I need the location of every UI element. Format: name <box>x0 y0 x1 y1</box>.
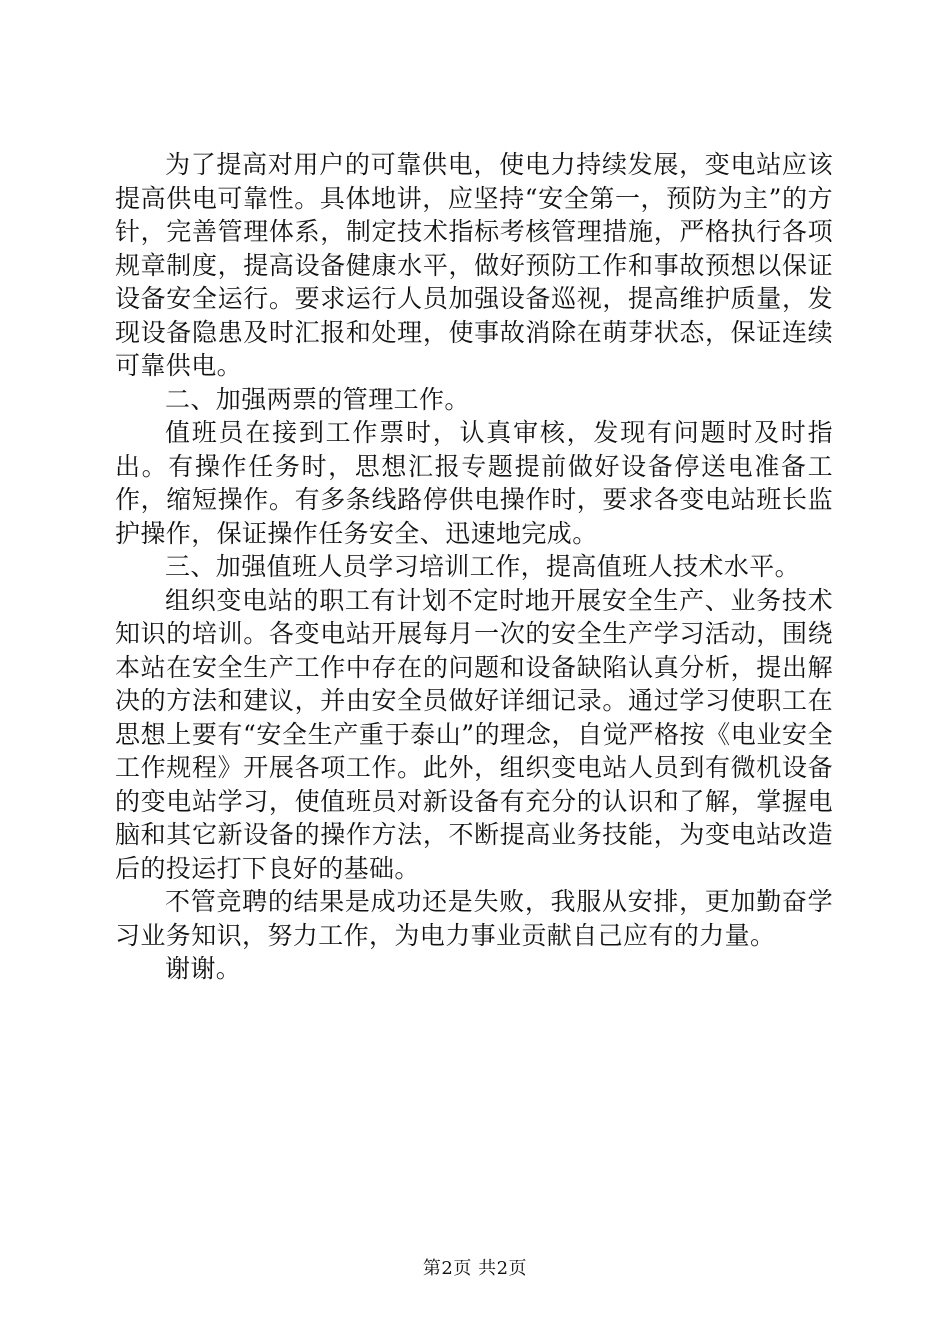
paragraph-thanks: 谢谢。 <box>165 954 242 983</box>
paragraph-training: 组织变电站的职工有计划不定时地开展安全生产、业务技术知识的培训。各变电站开展每月一次的安全生产学习活动，围绕本站在安全生产工作中存在的问题和设备缺陷认真分析，提出解决的方法和建议，并由安全员做好详细记录。通过学习使职工在思想上要有“安全生产重于泰山”的理念，自觉严格按《电业安全工作规程》开展各项工作。此外，组织变电站人员到有微机设备的变电站学习，使值班员对新设备有充分的认识和了解，掌握电脑和其它新设备的操作方法，不断提高业务技能，为变电站改造后的投运打下良好的基础。 <box>115 585 833 883</box>
heading-training: 三、加强值班人员学习培训工作，提高值班人技术水平。 <box>165 552 801 581</box>
paragraph-closing: 不管竞聘的结果是成功还是失败，我服从安排，更加勤奋学习业务知识，努力工作，为电力事业贡献自己应有的力量。 <box>115 887 833 950</box>
paragraph-reliability: 为了提高对用户的可靠供电，使电力持续发展，变电站应该提高供电可靠性。具体地讲，应坚持“安全第一，预防为主”的方针，完善管理体系，制定技术指标考核管理措施，严格执行各项规章制度，提高设备健康水平，做好预防工作和事故预想以保证设备安全运行。要求运行人员加强设备巡视，提高维护质量，发现设备隐患及时汇报和处理，使事故消除在萌芽状态，保证连续可靠供电。 <box>115 150 833 380</box>
heading-two-tickets: 二、加强两票的管理工作。 <box>165 384 470 414</box>
page-number: 第2页 共2页 <box>422 1258 528 1279</box>
document-body <box>115 148 833 986</box>
paragraph-work-tickets: 值班员在接到工作票时，认真审核，发现有问题时及时指出。有操作任务时，思想汇报专题提前做好设备停送电准备工作，缩短操作。有多条线路停供电操作时，要求各变电站班长监护操作，保证操作任务安全、迅速地完成。 <box>115 418 833 548</box>
